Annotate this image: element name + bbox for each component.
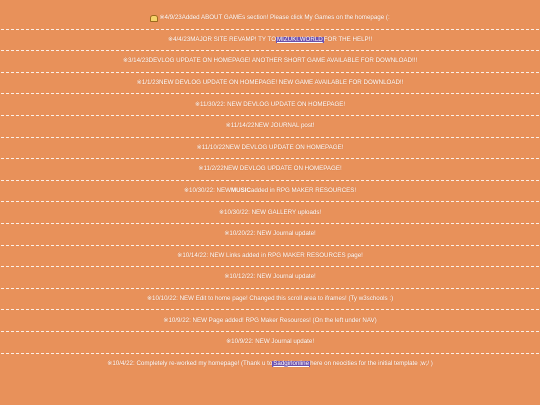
- entry-text: Added ABOUT GAMEs section! Please click My Games on the homepage (:: [181, 14, 390, 22]
- log-entry: [0, 332, 540, 353]
- entry-date: 10/30/22: [224, 208, 249, 216]
- entry-text: NEW JOURNAL post!: [254, 122, 315, 130]
- marker: ※: [196, 143, 202, 151]
- log-entry: [0, 310, 540, 331]
- entry-text: MAJOR SITE REVAMP! TY TO: [190, 35, 277, 43]
- entry-date: 3/14/23: [128, 57, 149, 65]
- log-entry: [0, 51, 540, 72]
- log-entry: [0, 116, 540, 137]
- marker: ※: [122, 57, 128, 65]
- log-entry: [0, 289, 540, 310]
- entry-text: : Completely re-worked my homepage! (Thank u to: [133, 359, 273, 367]
- marker: ※: [177, 251, 183, 259]
- marker: ※: [167, 35, 174, 43]
- marker: ※: [224, 230, 230, 238]
- entry-date: 10/9/22: [231, 338, 252, 346]
- sadgirlonline-link[interactable]: Sadgirlonline: [273, 359, 310, 367]
- marker: ※: [163, 316, 169, 324]
- log-entry: [0, 354, 540, 375]
- entry-date: 11/14/22: [230, 122, 255, 130]
- marker: ※: [225, 338, 232, 346]
- marker: ※: [224, 273, 230, 281]
- entry-text: : NEW Journal update!: [251, 338, 315, 346]
- entry-text: : NEW Journal update!: [253, 230, 316, 238]
- entry-date: 11/10/22: [201, 143, 226, 151]
- entry-date: 10/9/22: [168, 316, 190, 324]
- entry-date: 10/4/22: [112, 359, 133, 367]
- log-entry: [0, 181, 540, 202]
- entry-date: 10/12/22: [229, 273, 254, 281]
- entry-text: NEW DEVLOG UPDATE ON HOMEPAGE!: [225, 143, 344, 151]
- entry-text-tail: added in RPG MAKER RESOURCES!: [250, 186, 357, 194]
- marker: ※: [146, 294, 153, 302]
- log-entry: [0, 267, 540, 288]
- entry-text: : NEW Links added in RPG MAKER RESOURCES page!: [206, 251, 363, 259]
- entry-date: 4/9/23: [164, 14, 182, 22]
- entry-date: 10/10/22: [152, 294, 177, 302]
- entry-text: : NEW Journal update!: [253, 273, 316, 281]
- marker: ※: [218, 208, 225, 216]
- entry-date: 4/4/23: [173, 35, 191, 43]
- log-entry: [0, 30, 540, 51]
- entry-date: 10/20/22: [229, 230, 254, 238]
- marker: ※: [194, 100, 201, 108]
- marker: ※: [107, 359, 113, 367]
- entry-text: : NEW Page added! RPG Maker Resources! (On the left under NAV): [189, 316, 377, 324]
- marker: ※: [198, 165, 204, 173]
- entry-text-tail: here on neocities for the initial template ;w;/ ): [310, 359, 433, 367]
- log-entry: [0, 246, 540, 267]
- entry-date: 10/14/22: [182, 251, 207, 259]
- entry-date: 1/1/23: [141, 78, 160, 86]
- marker: ※: [159, 14, 165, 22]
- log-entry: [0, 159, 540, 180]
- entry-bold-text: MUSIC: [230, 186, 251, 194]
- log-entry: [0, 94, 540, 115]
- entry-text: : NEW: [213, 186, 231, 194]
- log-entry: [0, 73, 540, 94]
- log-entry: [0, 224, 540, 245]
- marker: ※: [183, 186, 190, 194]
- mizuki-world-link[interactable]: MIZUKI.WORLD: [277, 35, 323, 43]
- entry-text: NEW DEVLOG UPDATE ON HOMEPAGE!: [223, 165, 342, 173]
- entry-text-tail: FOR THE HELP!!: [323, 35, 373, 43]
- marker: ※: [225, 122, 231, 130]
- entry-text: DEVLOG UPDATE ON HOMEPAGE! ANOTHER SHORT GAME AVAILABLE FOR DOWNLOAD!!!: [148, 57, 418, 65]
- entry-date: 10/30/22: [189, 186, 214, 194]
- marker: ※: [136, 78, 142, 86]
- entry-text: : NEW GALLERY uploads!: [248, 208, 322, 216]
- log-entry: [0, 202, 540, 223]
- entry-text: : NEW Edit to home page! Changed this scroll area to iframes! (Ty w3schools :): [176, 294, 394, 302]
- log-entry: [0, 138, 540, 159]
- entry-text: NEW DEVLOG UPDATE ON HOMEPAGE! NEW GAME AVAILABLE FOR DOWNLOAD!!: [159, 78, 404, 86]
- bread-icon: [150, 15, 158, 22]
- log-entry: [0, 8, 540, 29]
- entry-date: 11/30/22: [200, 100, 224, 108]
- entry-date: 11/2/22: [203, 165, 224, 173]
- entry-text: : NEW DEVLOG UPDATE ON HOMEPAGE!: [223, 100, 346, 108]
